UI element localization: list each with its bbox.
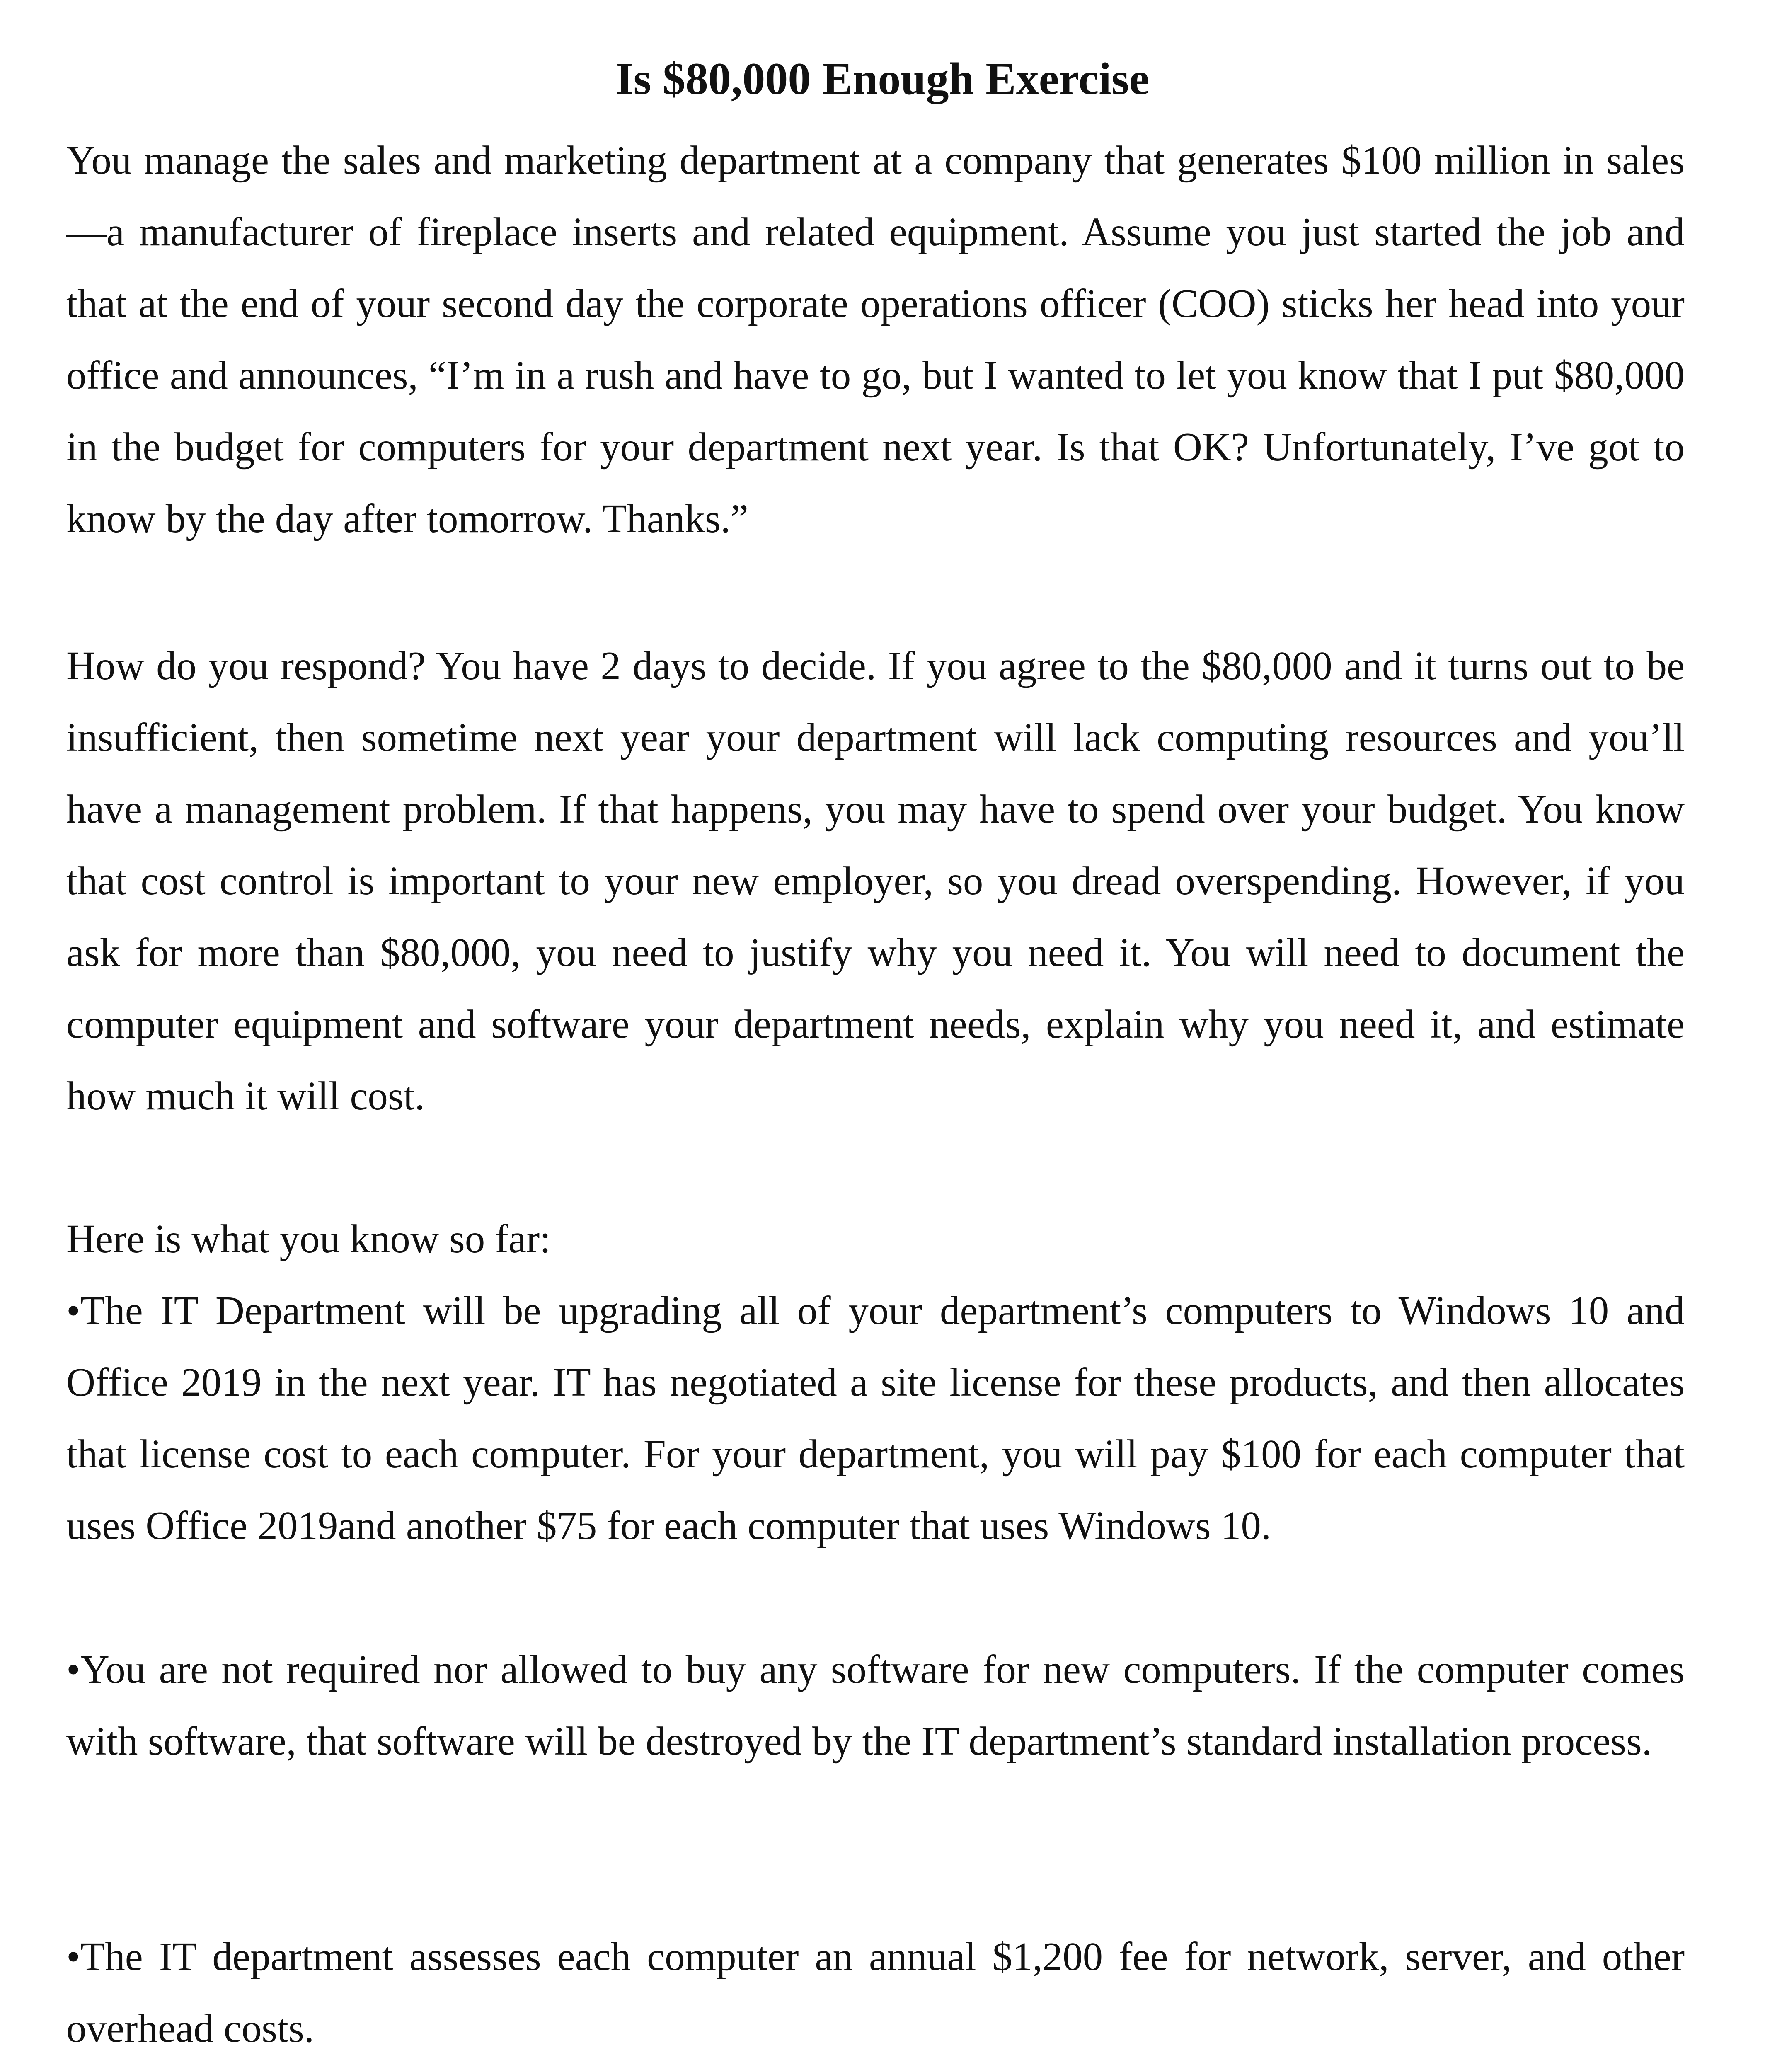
paragraph-coo-request: You manage the sales and marketing department at a company that generates $100 million in sales—a manufacturer of fireplace inserts and related equipment. Assume you just started the job and that at the end of your second day the corporate operations officer (COO) sticks her head into your office and announces, “I’m in a rush and have to go, but I wanted to let you know that I put $80,000 in the budget for computers for your department next year. Is that OK? Unfortunately, I’ve got to know by the day after tomorrow. Thanks.” [66,138,1685,541]
bullet-no-software-purchase: •You are not required nor allowed to buy any software for new computers. If the computer comes with software, that software will be destroyed by the IT department’s standard installation process. [66,1647,1685,1763]
document-title: Is $80,000 Enough Exercise [615,53,1150,104]
bullet-it-annual-fee: •The IT department assesses each computer an annual $1,200 fee for network, server, and other overhead costs. [66,1934,1685,2050]
paragraph-how-do-you-respond: How do you respond? You have 2 days to decide. If you agree to the $80,000 and it turns out to be insufficient, then sometime next year your department will lack computing resources and you’ll have a management problem. If that happens, you may have to spend over your budget. You know that cost control is important to your new employer, so you dread overspending. However, if you ask for more than $80,000, you need to justify why you need it. You will need to document the computer equipment and software your department needs, explain why you need it, and estimate how much it will cost. [66,644,1685,1118]
bullet-software-upgrade: •The IT Department will be upgrading all of your department’s computers to Windows 10 and Office 2019 in the next year. IT has negotiated a site license for these products, and then allocates that license cost to each computer. For your department, you will pay $100 for each computer that uses Office 2019and another $75 for each computer that uses Windows 10. [66,1288,1685,1548]
intro-line: Here is what you know so far: [66,1217,551,1261]
